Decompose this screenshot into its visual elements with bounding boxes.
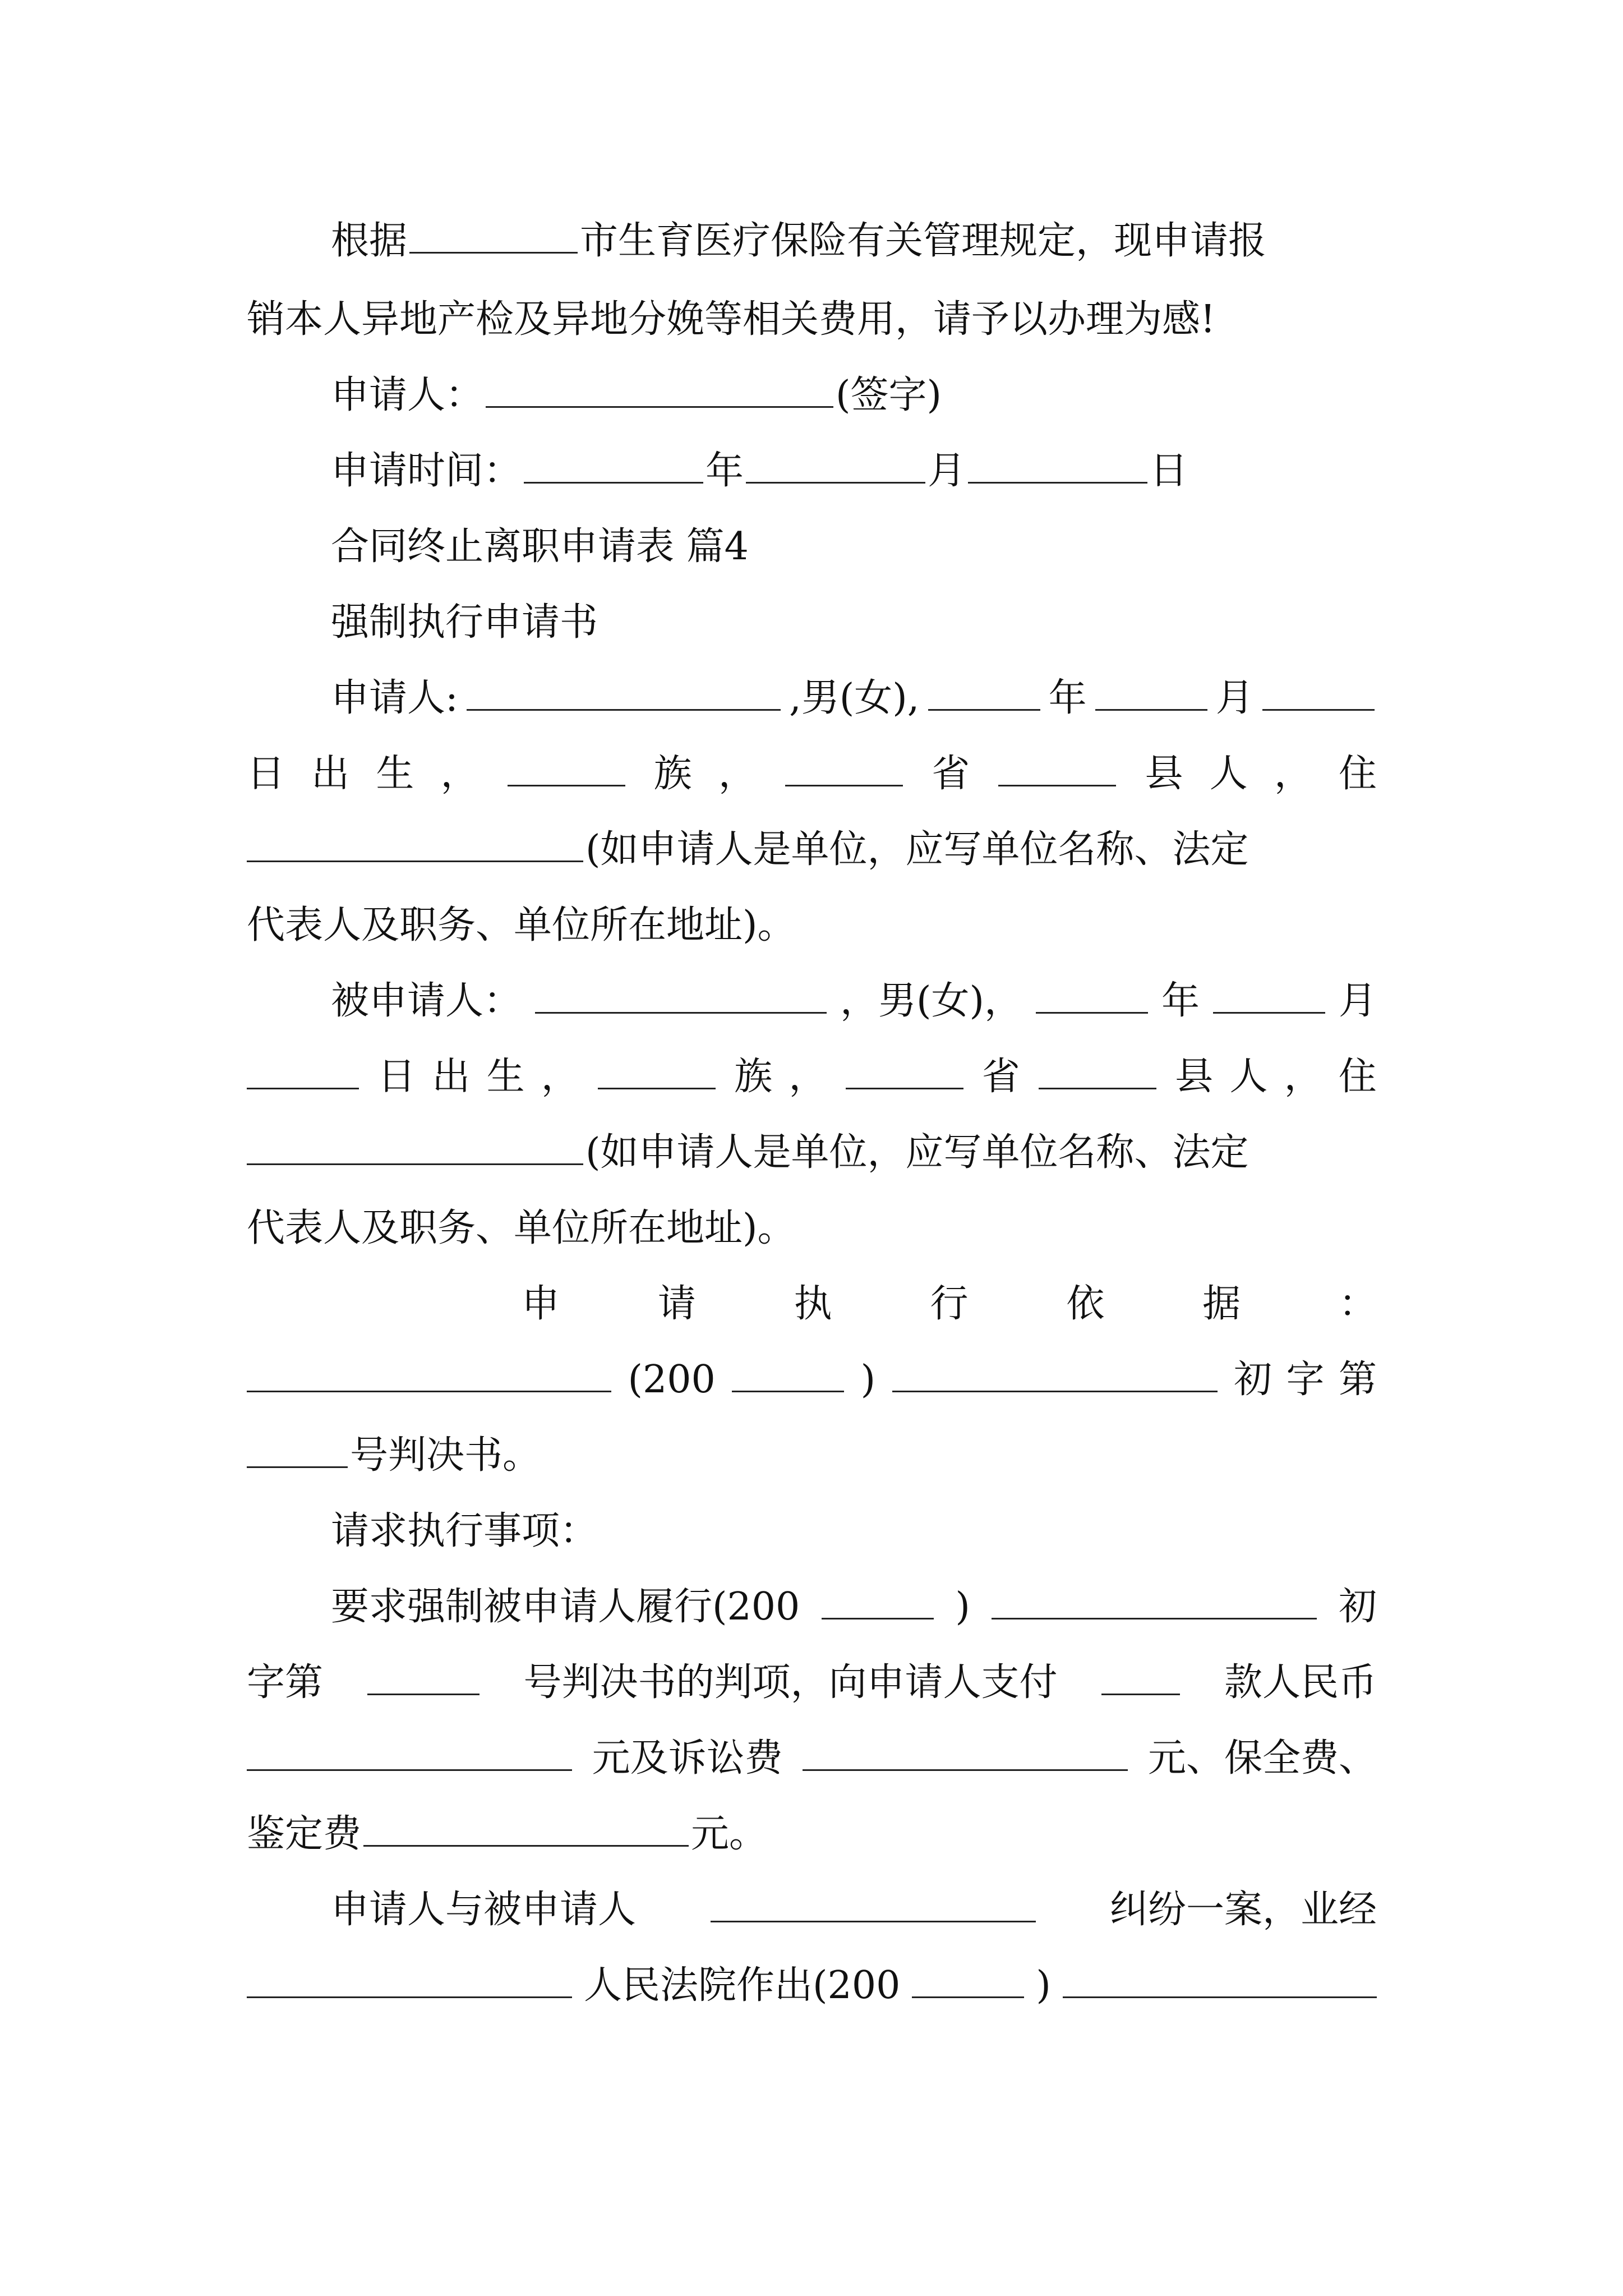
text: 人 [1209,752,1248,796]
title-text: 强制执行申请书 [331,600,598,645]
text: 族 [653,752,692,796]
litigation-fee-blank [803,1737,1128,1771]
text: ) [860,1358,876,1402]
paragraph-line-1 [247,208,1377,275]
text: 族 [734,1055,773,1099]
applicant-note-line [247,892,1377,959]
county-blank [998,752,1116,786]
text: 字 [1286,1358,1325,1402]
text: 出 [432,1055,471,1099]
text: 元。 [691,1812,768,1856]
text: 住 [1338,752,1377,796]
text: 年 [1161,979,1200,1023]
text: 请求执行事项： [331,1509,598,1553]
text: 据 [1202,1282,1241,1326]
year-blank [912,1964,1024,1998]
text: ， [1274,752,1312,796]
text: 代表人及职务、单位所在地址)。 [247,1206,796,1250]
text: 生 [376,752,414,796]
text: 年 [1048,676,1087,720]
appraisal-fee-blank [363,1812,689,1847]
ethnicity-blank [598,1055,716,1089]
text: 人民法院作出(200 [584,1963,901,2008]
ethnicity-blank [508,752,625,786]
paragraph-line-2 [247,286,1377,353]
name-blank [467,677,781,711]
number-blank [247,1434,348,1468]
month-blank [1213,979,1325,1014]
case-code-blank [1063,1964,1377,1998]
text: 申 [522,1282,560,1326]
signature-blank [486,374,833,408]
case-line-2 [247,1952,1377,2019]
request-line-2 [247,1649,1377,1717]
judgment-reference-line [247,1346,1377,1414]
text: 号判决书的判项，向申请人支付 [523,1660,1058,1705]
text: 款人民币 [1224,1660,1377,1705]
request-line-4 [247,1801,1377,1868]
case-code-blank [892,1358,1218,1392]
text: 鉴定费 [247,1812,362,1856]
text: 年 [706,449,744,493]
amount-blank [247,1737,572,1771]
text: 县 [1175,1055,1214,1099]
text: ) [1036,1963,1051,2008]
judgment-number-line [247,1422,1377,1489]
text: 月 [928,449,966,493]
respondent-birth-line [247,1043,1377,1111]
province-blank [846,1055,963,1089]
text: (如申请人是单位，应写单位名称、法定 [585,1130,1249,1175]
year-blank [1036,979,1148,1014]
request-line-3 [247,1725,1377,1792]
label: 被申请人： [331,979,522,1023]
heading-text: 合同终止离职申请表 篇4 [331,524,749,569]
year-blank [822,1585,934,1619]
text: (200 [628,1358,716,1402]
year-blank [732,1358,844,1392]
text: 依 [1066,1282,1105,1326]
applicant-birth-line [247,740,1377,808]
section-heading [247,513,1377,581]
province-blank [785,752,903,786]
applicant-signature-line [247,362,1377,429]
label: 申请时间： [331,449,522,493]
text: ) [955,1585,970,1629]
court-blank [247,1358,611,1392]
text: 字第 [247,1660,324,1705]
text: ， [1284,1055,1322,1099]
address-blank [247,1131,583,1165]
year-blank [524,449,703,484]
text: 初 [1234,1358,1272,1402]
text: 日 [1150,449,1188,493]
dispute-blank [711,1888,1036,1922]
day-blank [1262,677,1375,711]
text: 请 [657,1282,696,1326]
text: 根据 [331,219,408,263]
applicant-address-line [247,816,1377,884]
case-code-blank [992,1585,1317,1619]
label: 申请人: [331,676,458,720]
application-date-line [247,438,1377,505]
month-blank [1095,677,1207,711]
fill-in-blank [409,219,578,254]
text: 执 [794,1282,832,1326]
text: 行 [930,1282,969,1326]
number-blank [367,1661,479,1695]
text: 市生育医疗保险有关管理规定，现申请报 [580,219,1267,263]
day-blank [968,449,1147,484]
case-line-1 [247,1876,1377,1944]
text: 元及诉讼费 [592,1736,783,1780]
month-blank [746,449,925,484]
text: ，男(女)， [840,979,1023,1023]
respondent-line [247,968,1377,1035]
text: 纠纷一案，业经 [1109,1888,1377,1932]
name-blank [535,979,827,1014]
text: 销本人异地产检及异地分娩等相关费用，请予以办理为感! [247,297,1216,342]
text: 生 [486,1055,525,1099]
text: 县 [1145,752,1183,796]
payment-type-blank [1101,1661,1180,1695]
request-heading [247,1498,1377,1565]
text: 要求强制被申请人履行(200 [331,1585,800,1629]
text: (如申请人是单位，应写单位名称、法定 [585,827,1249,872]
document-title [247,589,1377,656]
text: ， [440,752,479,796]
request-line-1 [247,1573,1377,1641]
year-blank [928,677,1040,711]
text: 出 [311,752,350,796]
county-blank [1039,1055,1156,1089]
enforcement-basis-heading [247,1271,1377,1338]
text: ， [789,1055,827,1099]
text: ， [718,752,757,796]
text: ,男(女), [789,676,920,720]
text: 日 [377,1055,416,1099]
text: 月 [1215,676,1254,720]
text: 日 [247,752,285,796]
text: 初 [1338,1585,1377,1629]
text: 人 [1229,1055,1268,1099]
day-blank [247,1055,359,1089]
address-blank [247,828,583,862]
text: 月 [1338,979,1377,1023]
respondent-address-line [247,1119,1377,1186]
text: 元、保全费、 [1147,1736,1377,1780]
respondent-note-line [247,1195,1377,1262]
text: 省 [932,752,970,796]
text: 第 [1338,1358,1377,1402]
applicant-line [247,665,1377,732]
text: 省 [981,1055,1020,1099]
text: 代表人及职务、单位所在地址)。 [247,903,796,947]
text: ， [541,1055,579,1099]
text: 号判决书。 [350,1433,541,1478]
label: 申请人： [331,373,484,417]
text: (签字) [836,373,942,417]
text: 住 [1338,1055,1377,1099]
court-blank [247,1964,572,1998]
text: ： [1338,1282,1377,1326]
text: 申请人与被申请人 [331,1888,637,1932]
